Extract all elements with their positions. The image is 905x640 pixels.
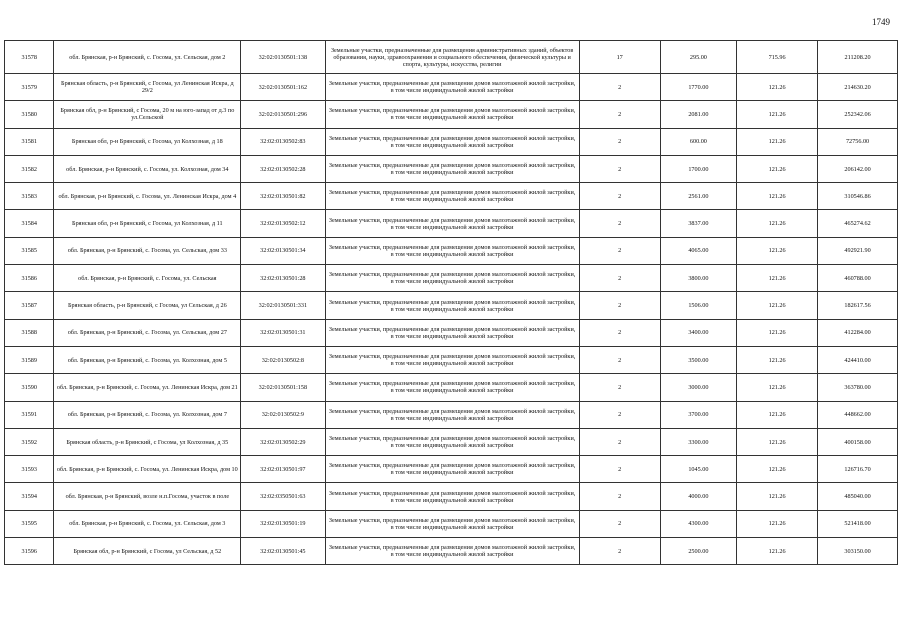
use-code-cell: 2 bbox=[579, 346, 660, 373]
specific-value-cell: 121.26 bbox=[737, 237, 818, 264]
land-use-cell: Земельные участки, предназначенные для размещения домов малоэтажной жилой застройки, в том числе индивидуальной жилой застройки bbox=[325, 428, 579, 455]
table-row bbox=[5, 237, 898, 264]
cadastral-number-cell: 32:02:0130501:331 bbox=[241, 292, 325, 319]
specific-value-cell: 121.26 bbox=[737, 510, 818, 537]
specific-value-cell: 121.26 bbox=[737, 483, 818, 510]
cadastral-number-cell: 32:02:0130501:158 bbox=[241, 374, 325, 401]
cadastral-value-cell: 182617.56 bbox=[818, 292, 898, 319]
address-cell: обл. Брянская, р-н Брянский, с. Госома, ул. Сельская, дом 3 bbox=[54, 510, 241, 537]
use-code-cell: 2 bbox=[579, 428, 660, 455]
cadastral-number-cell: 32:02:0130502:28 bbox=[241, 155, 325, 182]
cadastral-number-cell: 32:02:0130501:31 bbox=[241, 319, 325, 346]
use-code-cell: 2 bbox=[579, 237, 660, 264]
land-use-cell: Земельные участки, предназначенные для размещения домов малоэтажной жилой застройки, в том числе индивидуальной жилой застройки bbox=[325, 401, 579, 428]
row-id-cell: 31591 bbox=[5, 401, 54, 428]
table-body bbox=[5, 41, 898, 565]
specific-value-cell: 121.26 bbox=[737, 74, 818, 101]
row-id-cell: 31582 bbox=[5, 155, 54, 182]
row-id-cell: 31581 bbox=[5, 128, 54, 155]
row-id-cell: 31587 bbox=[5, 292, 54, 319]
cadastral-number-cell: 32:02:0130501:34 bbox=[241, 237, 325, 264]
cadastral-number-cell: 32:02:0130501:97 bbox=[241, 456, 325, 483]
cadastral-value-cell: 400158.00 bbox=[818, 428, 898, 455]
specific-value-cell: 121.26 bbox=[737, 401, 818, 428]
cadastral-number-cell: 32:02:0130502:8 bbox=[241, 346, 325, 373]
specific-value-cell: 121.26 bbox=[737, 374, 818, 401]
specific-value-cell: 121.26 bbox=[737, 155, 818, 182]
cadastral-value-cell: 485040.00 bbox=[818, 483, 898, 510]
table-row bbox=[5, 319, 898, 346]
area-cell: 2561.00 bbox=[660, 183, 736, 210]
cadastral-value-cell: 211208.20 bbox=[818, 41, 898, 74]
table-row bbox=[5, 74, 898, 101]
use-code-cell: 2 bbox=[579, 183, 660, 210]
specific-value-cell: 121.26 bbox=[737, 346, 818, 373]
address-cell: Брянская область, р-н Брянский, с Госома, ул Ленинская Искра, д 29/2 bbox=[54, 74, 241, 101]
row-id-cell: 31595 bbox=[5, 510, 54, 537]
cadastral-value-cell: 521418.00 bbox=[818, 510, 898, 537]
land-use-cell: Земельные участки, предназначенные для размещения домов малоэтажной жилой застройки, в том числе индивидуальной жилой застройки bbox=[325, 128, 579, 155]
specific-value-cell: 121.26 bbox=[737, 210, 818, 237]
area-cell: 3837.00 bbox=[660, 210, 736, 237]
use-code-cell: 2 bbox=[579, 128, 660, 155]
cadastral-value-cell: 72756.00 bbox=[818, 128, 898, 155]
use-code-cell: 2 bbox=[579, 483, 660, 510]
cadastral-value-cell: 363780.00 bbox=[818, 374, 898, 401]
use-code-cell: 2 bbox=[579, 510, 660, 537]
address-cell: обл. Брянская, р-н Брянский, с. Госома, ул. Сельская, дом 2 bbox=[54, 41, 241, 74]
table-row bbox=[5, 265, 898, 292]
land-use-cell: Земельные участки, предназначенные для размещения домов малоэтажной жилой застройки, в том числе индивидуальной жилой застройки bbox=[325, 538, 579, 565]
specific-value-cell: 121.26 bbox=[737, 101, 818, 128]
address-cell: Брянская область, р-н Брянский, с Госома, ул Сельская, д 26 bbox=[54, 292, 241, 319]
table-row bbox=[5, 183, 898, 210]
cadastral-value-cell: 424410.00 bbox=[818, 346, 898, 373]
cadastral-value-cell: 465274.62 bbox=[818, 210, 898, 237]
table-row bbox=[5, 155, 898, 182]
row-id-cell: 31592 bbox=[5, 428, 54, 455]
address-cell: Брянская обл, р-н Брянский, с Госома, 20 м на юго-запад от д.3 по ул.Сельской bbox=[54, 101, 241, 128]
area-cell: 3500.00 bbox=[660, 346, 736, 373]
address-cell: обл. Брянская, р-н Брянский, с. Госома, ул. Сельская bbox=[54, 265, 241, 292]
row-id-cell: 31585 bbox=[5, 237, 54, 264]
table-row bbox=[5, 510, 898, 537]
cadastral-number-cell: 32:02:0130502:12 bbox=[241, 210, 325, 237]
row-id-cell: 31596 bbox=[5, 538, 54, 565]
use-code-cell: 2 bbox=[579, 265, 660, 292]
use-code-cell: 2 bbox=[579, 292, 660, 319]
row-id-cell: 31594 bbox=[5, 483, 54, 510]
cadastral-number-cell: 32:02:0130501:45 bbox=[241, 538, 325, 565]
use-code-cell: 2 bbox=[579, 401, 660, 428]
use-code-cell: 2 bbox=[579, 538, 660, 565]
row-id-cell: 31584 bbox=[5, 210, 54, 237]
specific-value-cell: 121.26 bbox=[737, 456, 818, 483]
specific-value-cell: 121.26 bbox=[737, 319, 818, 346]
cadastral-value-cell: 126716.70 bbox=[818, 456, 898, 483]
specific-value-cell: 121.26 bbox=[737, 428, 818, 455]
cadastral-value-cell: 310546.86 bbox=[818, 183, 898, 210]
address-cell: обл. Брянская, р-н Брянский, с. Госома, ул. Ленинская Искра, дом 21 bbox=[54, 374, 241, 401]
table-row bbox=[5, 456, 898, 483]
land-use-cell: Земельные участки, предназначенные для размещения административных зданий, объектов образования, науки, здравоохранения и социального обеспечения, физической культуры и спорта, культуры, искусства, религии bbox=[325, 41, 579, 74]
table-row bbox=[5, 41, 898, 74]
address-cell: обл. Брянская, р-н Брянский, с. Госома, ул. Колхозная, дом 34 bbox=[54, 155, 241, 182]
land-use-cell: Земельные участки, предназначенные для размещения домов малоэтажной жилой застройки, в том числе индивидуальной жилой застройки bbox=[325, 319, 579, 346]
cadastral-value-cell: 303150.00 bbox=[818, 538, 898, 565]
area-cell: 1506.00 bbox=[660, 292, 736, 319]
cadastral-value-cell: 460788.00 bbox=[818, 265, 898, 292]
specific-value-cell: 121.26 bbox=[737, 292, 818, 319]
cadastral-value-cell: 412284.00 bbox=[818, 319, 898, 346]
row-id-cell: 31578 bbox=[5, 41, 54, 74]
row-id-cell: 31588 bbox=[5, 319, 54, 346]
land-registry-table bbox=[4, 40, 898, 565]
specific-value-cell: 715.96 bbox=[737, 41, 818, 74]
land-use-cell: Земельные участки, предназначенные для размещения домов малоэтажной жилой застройки, в том числе индивидуальной жилой застройки bbox=[325, 346, 579, 373]
address-cell: Брянская обл, р-н Брянский, с Госома, ул Колхозная, д 11 bbox=[54, 210, 241, 237]
area-cell: 4300.00 bbox=[660, 510, 736, 537]
land-use-cell: Земельные участки, предназначенные для размещения домов малоэтажной жилой застройки, в том числе индивидуальной жилой застройки bbox=[325, 74, 579, 101]
address-cell: Брянская обл, р-н Брянский, с Госома, ул Сельская, д 52 bbox=[54, 538, 241, 565]
address-cell: обл. Брянская, р-н Брянский, с. Госома, ул. Сельская, дом 27 bbox=[54, 319, 241, 346]
cadastral-number-cell: 32:02:0130501:28 bbox=[241, 265, 325, 292]
land-use-cell: Земельные участки, предназначенные для размещения домов малоэтажной жилой застройки, в том числе индивидуальной жилой застройки bbox=[325, 237, 579, 264]
row-id-cell: 31589 bbox=[5, 346, 54, 373]
specific-value-cell: 121.26 bbox=[737, 128, 818, 155]
table-row bbox=[5, 128, 898, 155]
address-cell: обл. Брянская, р-н Брянский, с. Госома, ул. Ленинская Искра, дом 10 bbox=[54, 456, 241, 483]
address-cell: обл. Брянская, р-н Брянский, возле н.п.Госома, участок в поле bbox=[54, 483, 241, 510]
table-row bbox=[5, 483, 898, 510]
area-cell: 295.00 bbox=[660, 41, 736, 74]
cadastral-value-cell: 448662.00 bbox=[818, 401, 898, 428]
area-cell: 2081.00 bbox=[660, 101, 736, 128]
cadastral-number-cell: 32:02:0130502:29 bbox=[241, 428, 325, 455]
row-id-cell: 31580 bbox=[5, 101, 54, 128]
row-id-cell: 31586 bbox=[5, 265, 54, 292]
land-use-cell: Земельные участки, предназначенные для размещения домов малоэтажной жилой застройки, в том числе индивидуальной жилой застройки bbox=[325, 210, 579, 237]
use-code-cell: 2 bbox=[579, 210, 660, 237]
land-use-cell: Земельные участки, предназначенные для размещения домов малоэтажной жилой застройки, в том числе индивидуальной жилой застройки bbox=[325, 510, 579, 537]
land-use-cell: Земельные участки, предназначенные для размещения домов малоэтажной жилой застройки, в том числе индивидуальной жилой застройки bbox=[325, 456, 579, 483]
cadastral-value-cell: 252342.06 bbox=[818, 101, 898, 128]
cadastral-value-cell: 492921.90 bbox=[818, 237, 898, 264]
table-row bbox=[5, 538, 898, 565]
area-cell: 1770.00 bbox=[660, 74, 736, 101]
address-cell: обл. Брянская, р-н Брянский, с. Госома, ул. Колхозная, дом 7 bbox=[54, 401, 241, 428]
area-cell: 4065.00 bbox=[660, 237, 736, 264]
cadastral-number-cell: 32:02:0130501:19 bbox=[241, 510, 325, 537]
area-cell: 3400.00 bbox=[660, 319, 736, 346]
cadastral-number-cell: 32:02:0130501:82 bbox=[241, 183, 325, 210]
row-id-cell: 31590 bbox=[5, 374, 54, 401]
area-cell: 3000.00 bbox=[660, 374, 736, 401]
use-code-cell: 2 bbox=[579, 74, 660, 101]
land-use-cell: Земельные участки, предназначенные для размещения домов малоэтажной жилой застройки, в том числе индивидуальной жилой застройки bbox=[325, 483, 579, 510]
use-code-cell: 2 bbox=[579, 155, 660, 182]
cadastral-number-cell: 32:02:0130501:162 bbox=[241, 74, 325, 101]
land-use-cell: Земельные участки, предназначенные для размещения домов малоэтажной жилой застройки, в том числе индивидуальной жилой застройки bbox=[325, 101, 579, 128]
address-cell: обл. Брянская, р-н Брянский, с. Госома, ул. Ленинская Искра, дом 4 bbox=[54, 183, 241, 210]
cadastral-value-cell: 206142.00 bbox=[818, 155, 898, 182]
area-cell: 1045.00 bbox=[660, 456, 736, 483]
area-cell: 4000.00 bbox=[660, 483, 736, 510]
table-row bbox=[5, 292, 898, 319]
use-code-cell: 2 bbox=[579, 374, 660, 401]
cadastral-number-cell: 32:02:0130502:9 bbox=[241, 401, 325, 428]
specific-value-cell: 121.26 bbox=[737, 265, 818, 292]
land-use-cell: Земельные участки, предназначенные для размещения домов малоэтажной жилой застройки, в том числе индивидуальной жилой застройки bbox=[325, 265, 579, 292]
area-cell: 600.00 bbox=[660, 128, 736, 155]
specific-value-cell: 121.26 bbox=[737, 538, 818, 565]
use-code-cell: 2 bbox=[579, 319, 660, 346]
cadastral-value-cell: 214630.20 bbox=[818, 74, 898, 101]
area-cell: 3800.00 bbox=[660, 265, 736, 292]
land-use-cell: Земельные участки, предназначенные для размещения домов малоэтажной жилой застройки, в том числе индивидуальной жилой застройки bbox=[325, 155, 579, 182]
page-number: 1749 bbox=[872, 17, 890, 27]
cadastral-number-cell: 32:02:0130501:138 bbox=[241, 41, 325, 74]
use-code-cell: 17 bbox=[579, 41, 660, 74]
address-cell: Брянская область, р-н Брянский, с Госома, ул Колхозная, д 35 bbox=[54, 428, 241, 455]
row-id-cell: 31583 bbox=[5, 183, 54, 210]
area-cell: 3700.00 bbox=[660, 401, 736, 428]
area-cell: 2500.00 bbox=[660, 538, 736, 565]
address-cell: Брянская обл, р-н Брянский, с Госома, ул Колхозная, д 18 bbox=[54, 128, 241, 155]
table-row bbox=[5, 101, 898, 128]
row-id-cell: 31579 bbox=[5, 74, 54, 101]
cadastral-number-cell: 32:02:0130501:296 bbox=[241, 101, 325, 128]
use-code-cell: 2 bbox=[579, 101, 660, 128]
cadastral-number-cell: 32:02:0130502:83 bbox=[241, 128, 325, 155]
specific-value-cell: 121.26 bbox=[737, 183, 818, 210]
land-use-cell: Земельные участки, предназначенные для размещения домов малоэтажной жилой застройки, в том числе индивидуальной жилой застройки bbox=[325, 374, 579, 401]
row-id-cell: 31593 bbox=[5, 456, 54, 483]
land-use-cell: Земельные участки, предназначенные для размещения домов малоэтажной жилой застройки, в том числе индивидуальной жилой застройки bbox=[325, 292, 579, 319]
area-cell: 3300.00 bbox=[660, 428, 736, 455]
table-row bbox=[5, 374, 898, 401]
cadastral-number-cell: 32:02:0350501:63 bbox=[241, 483, 325, 510]
use-code-cell: 2 bbox=[579, 456, 660, 483]
address-cell: обл. Брянская, р-н Брянский, с. Госома, ул. Сельская, дом 33 bbox=[54, 237, 241, 264]
table-row bbox=[5, 346, 898, 373]
table-row bbox=[5, 210, 898, 237]
table-row bbox=[5, 428, 898, 455]
table-row bbox=[5, 401, 898, 428]
address-cell: обл. Брянская, р-н Брянский, с. Госома, ул. Колхозная, дом 5 bbox=[54, 346, 241, 373]
land-use-cell: Земельные участки, предназначенные для размещения домов малоэтажной жилой застройки, в том числе индивидуальной жилой застройки bbox=[325, 183, 579, 210]
area-cell: 1700.00 bbox=[660, 155, 736, 182]
